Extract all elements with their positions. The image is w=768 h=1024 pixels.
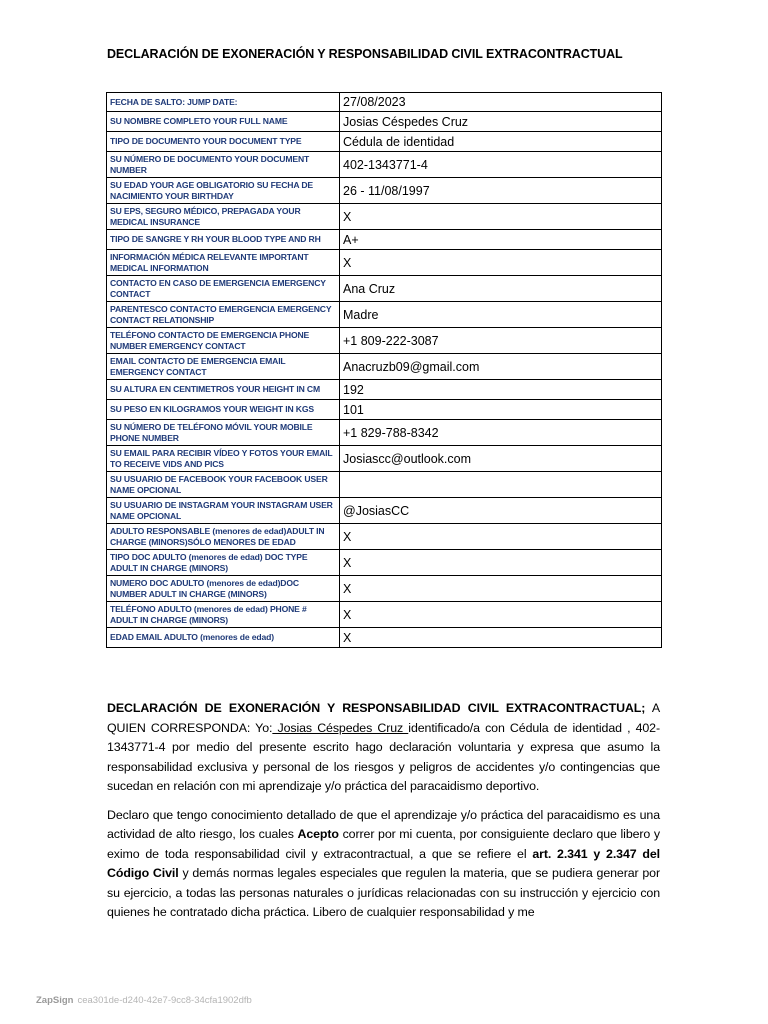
form-field-label: SU EPS, SEGURO MÉDICO, PREPAGADA YOUR MEDICAL INSURANCE <box>107 204 340 230</box>
form-field-value: Madre <box>340 302 662 328</box>
form-field-label: SU EMAIL PARA RECIBIR VÍDEO Y FOTOS YOUR EMAIL TO RECEIVE VIDS AND PICS <box>107 446 340 472</box>
form-field-value: A+ <box>340 230 662 250</box>
form-field-value: X <box>340 204 662 230</box>
form-field-label: TIPO DOC ADULTO (menores de edad) DOC TYPE ADULT IN CHARGE (MINORS) <box>107 550 340 576</box>
form-field-value: +1 809-222-3087 <box>340 328 662 354</box>
form-row <box>107 550 662 576</box>
paragraph-2-text-b: correr por mi cuenta, por consiguiente declaro que libero y eximo de toda responsabilidad civil y extracontractual, a que se refiere el <box>107 827 660 861</box>
declaration-paragraph-2 <box>107 806 660 923</box>
paragraph-2-text-c: y demás normas legales especiales que regulen la materia, que se pudiera generar por su ejercicio, a todas las personas naturales o jurídicas relacionadas con su instrucción y ejercicio con quienes he contratado dicha práctica. Libero de cualquier responsabilidad y me <box>107 866 660 919</box>
form-field-value: 101 <box>340 400 662 420</box>
form-field-value: Ana Cruz <box>340 276 662 302</box>
form-table-body <box>107 93 662 648</box>
civil-code-reference: art. 2.341 y 2.347 del Código Civil <box>107 846 660 880</box>
form-field-value <box>340 472 662 498</box>
form-field-value: X <box>340 524 662 550</box>
form-field-label: EDAD EMAIL ADULTO (menores de edad) <box>107 628 340 648</box>
form-field-value: X <box>340 576 662 602</box>
form-row <box>107 328 662 354</box>
form-row <box>107 276 662 302</box>
form-field-label: PARENTESCO CONTACTO EMERGENCIA EMERGENCY CONTACT RELATIONSHIP <box>107 302 340 328</box>
form-row <box>107 230 662 250</box>
paragraph-2-text-a: Declaro que tengo conocimiento detallado de que el aprendizaje y/o práctica del paracaidismo es una actividad de alto riesgo, los cuales <box>107 807 660 841</box>
form-field-value: +1 829-788-8342 <box>340 420 662 446</box>
form-field-value: X <box>340 550 662 576</box>
declaration-paragraph-1 <box>107 699 660 797</box>
form-row <box>107 420 662 446</box>
form-row <box>107 178 662 204</box>
form-row <box>107 204 662 230</box>
form-field-label: SU PESO EN KILOGRAMOS YOUR WEIGHT IN KGS <box>107 400 340 420</box>
form-row <box>107 152 662 178</box>
form-field-label: SU USUARIO DE FACEBOOK YOUR FACEBOOK USER NAME OPCIONAL <box>107 472 340 498</box>
document-id: cea301de-d240-42e7-9cc8-34cfa1902dfb <box>77 995 252 1006</box>
form-field-value: @JosiasCC <box>340 498 662 524</box>
form-field-value: X <box>340 250 662 276</box>
form-row <box>107 400 662 420</box>
form-field-label: EMAIL CONTACTO DE EMERGENCIA EMAIL EMERGENCY CONTACT <box>107 354 340 380</box>
form-field-label: CONTACTO EN CASO DE EMERGENCIA EMERGENCY CONTACT <box>107 276 340 302</box>
zapsign-logo: ZapSign <box>36 995 74 1006</box>
form-row <box>107 524 662 550</box>
form-field-label: TIPO DE SANGRE Y RH YOUR BLOOD TYPE AND RH <box>107 230 340 250</box>
form-field-label: INFORMACIÓN MÉDICA RELEVANTE IMPORTANT MEDICAL INFORMATION <box>107 250 340 276</box>
form-field-label: TELÉFONO ADULTO (menores de edad) PHONE # ADULT IN CHARGE (MINORS) <box>107 602 340 628</box>
paragraph-1-text-a: A QUIEN CORRESPONDA: Yo: <box>107 701 660 735</box>
document-title: DECLARACIÓN DE EXONERACIÓN Y RESPONSABILIDAD CIVIL EXTRACONTRACTUAL <box>107 47 623 61</box>
declaration-body <box>107 699 660 932</box>
form-field-value: Josias Céspedes Cruz <box>340 112 662 132</box>
form-row <box>107 576 662 602</box>
paragraph-1-text-b: identificado/a con Cédula de identidad , 402-1343771-4 por medio del presente escrito hago declaración voluntaria y expresa que asumo la responsabilidad exclusiva y personal de los riesgos y peligros de accidentes y/o contingencias que sucedan en relación con mi aprendizaje y/o práctica del paracaidismo deportivo. <box>107 720 660 793</box>
form-field-label: SU NÚMERO DE TELÉFONO MÓVIL YOUR MOBILE PHONE NUMBER <box>107 420 340 446</box>
acepto-emphasis: Acepto <box>297 827 339 841</box>
form-row <box>107 112 662 132</box>
form-field-label: SU NOMBRE COMPLETO YOUR FULL NAME <box>107 112 340 132</box>
form-field-value: X <box>340 602 662 628</box>
form-field-label: SU USUARIO DE INSTAGRAM YOUR INSTAGRAM USER NAME OPCIONAL <box>107 498 340 524</box>
declarant-name: Josias Céspedes Cruz <box>272 720 409 735</box>
form-field-value: X <box>340 628 662 648</box>
form-row <box>107 302 662 328</box>
form-row <box>107 250 662 276</box>
form-row <box>107 472 662 498</box>
form-field-value: 27/08/2023 <box>340 93 662 112</box>
form-field-value: 26 - 11/08/1997 <box>340 178 662 204</box>
registration-form-table <box>106 92 662 648</box>
form-field-label: TELÉFONO CONTACTO DE EMERGENCIA PHONE NUMBER EMERGENCY CONTACT <box>107 328 340 354</box>
form-row <box>107 354 662 380</box>
form-row <box>107 132 662 152</box>
form-field-value: 192 <box>340 380 662 400</box>
form-field-value: Josiascc@outlook.com <box>340 446 662 472</box>
signature-footer <box>36 995 252 1006</box>
form-field-label: SU NÚMERO DE DOCUMENTO YOUR DOCUMENT NUMBER <box>107 152 340 178</box>
form-row <box>107 446 662 472</box>
form-row <box>107 380 662 400</box>
declaration-heading: DECLARACIÓN DE EXONERACIÓN Y RESPONSABILIDAD CIVIL EXTRACONTRACTUAL; <box>107 701 646 715</box>
form-row <box>107 602 662 628</box>
form-row <box>107 628 662 648</box>
form-row <box>107 93 662 112</box>
form-field-label: TIPO DE DOCUMENTO YOUR DOCUMENT TYPE <box>107 132 340 152</box>
form-field-label: NUMERO DOC ADULTO (menores de edad)DOC NUMBER ADULT IN CHARGE (MINORS) <box>107 576 340 602</box>
form-row <box>107 498 662 524</box>
form-field-value: Anacruzb09@gmail.com <box>340 354 662 380</box>
form-field-value: Cédula de identidad <box>340 132 662 152</box>
form-field-label: FECHA DE SALTO: JUMP DATE: <box>107 93 340 112</box>
form-field-label: SU EDAD YOUR AGE OBLIGATORIO SU FECHA DE NACIMIENTO YOUR BIRTHDAY <box>107 178 340 204</box>
form-field-value: 402-1343771-4 <box>340 152 662 178</box>
form-field-label: SU ALTURA EN CENTIMETROS YOUR HEIGHT IN CM <box>107 380 340 400</box>
form-field-label: ADULTO RESPONSABLE (menores de edad)ADULT IN CHARGE (MINORS)SÓLO MENORES DE EDAD <box>107 524 340 550</box>
